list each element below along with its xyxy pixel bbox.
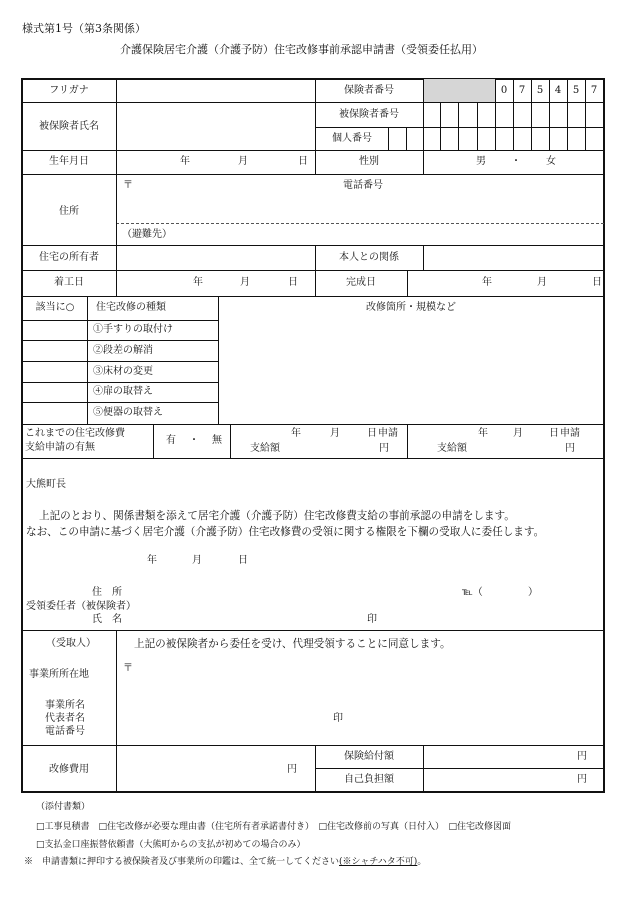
renovation-location-header: 改修箇所・規模など [366,302,456,313]
delegator-name-label: 氏 名 [92,614,122,625]
renovation-cost-label: 改修費用 [49,764,89,775]
renovation-type-2: ②段差の解消 [93,345,153,356]
addressee: 大熊町長 [26,479,66,490]
insurer-digit-9: 5 [536,85,544,96]
delegator-seal: 印 [367,614,377,625]
history2-day: 日 [549,428,559,439]
delegator-label: 受領委任者（被保険者） [26,601,136,612]
renovation-type-1: ①手すりの取付け [93,324,173,335]
address-postal-mark: 〒 [123,180,133,191]
gender-female[interactable]: 女 [546,156,556,167]
delegator-tel-label: ℡（ [462,587,483,598]
self-pay-yen: 円 [577,774,587,785]
declaration-year: 年 [147,555,157,566]
attachments-heading: （添付書類） [36,802,91,812]
history2-year: 年 [478,428,488,439]
history-no[interactable]: 無 [212,435,222,446]
seal-note-underline: (※シャチハタ不可) [339,857,418,867]
renovation-check-5[interactable] [23,403,86,423]
history2-yen: 円 [565,443,575,454]
renovation-check-1[interactable] [23,321,86,339]
history1-day: 日 [367,428,377,439]
renovation-cost-yen: 円 [287,764,297,775]
history-label-line2: 支給申請の有無 [25,442,95,453]
renovation-location-field[interactable] [219,321,603,423]
renovation-type-3: ③床材の変更 [93,366,153,377]
insurance-benefit-yen: 円 [577,751,587,762]
start-day-label: 日 [288,277,298,288]
evacuation-label: （避難先） [122,229,172,240]
form-title: 介護保険居宅介護（介護予防）住宅改修事前承認申請書（受領委任払用） [120,43,483,56]
history1-yen: 円 [379,443,389,454]
history1-year: 年 [291,428,301,439]
completion-date-label: 完成日 [346,277,376,288]
renovation-type-5: ⑤便器の取替え [93,407,163,418]
office-location-field[interactable] [135,660,603,690]
completion-day-label: 日 [592,277,602,288]
renovation-type-header: 住宅改修の種類 [96,302,166,313]
declaration-line2: なお、この申請に基づく居宅介護（介護予防）住宅改修費の受領に関する権限を下欄の受取人に委任します。 [26,526,545,538]
insurance-benefit-label: 保険給付額 [344,751,394,762]
insured-number-field[interactable] [424,103,603,126]
birth-day-label: 日 [298,156,308,167]
furigana-label: フリガナ [49,85,89,96]
insured-name-field[interactable] [117,103,314,149]
gender-male[interactable]: 男 [476,156,486,167]
office-location-label: 事業所所在地 [29,669,89,680]
history2-paid-label: 支給額 [437,443,467,454]
history-yes[interactable]: 有 [166,435,176,446]
applicable-label: 該当に○ [35,302,75,313]
insurer-digit-8: 7 [518,85,526,96]
insurer-digit-12: 7 [590,85,598,96]
history1-applied: 申請 [378,428,398,439]
insurer-number-label: 保険者番号 [344,85,394,96]
declaration-line1: 上記のとおり、関係書類を添えて居宅介護（介護予防）住宅改修費支給の事前承認の申請をします。 [39,510,515,522]
personal-number-label: 個人番号 [332,133,372,144]
completion-year-label: 年 [482,277,492,288]
representative-label: 代表者名 [45,713,85,724]
delegator-tel-close: ） [528,587,538,598]
insurer-digit-7: 0 [500,85,508,96]
gender-separator: ・ [511,156,521,167]
form-number: 様式第1号（第3条関係） [22,22,146,35]
birth-month-label: 月 [238,156,248,167]
history1-month: 月 [330,428,340,439]
seal-note [24,858,426,867]
renovation-check-4[interactable] [23,383,86,401]
owner-field[interactable] [117,246,314,269]
office-postal-mark: 〒 [123,663,133,674]
recipient-seal: 印 [333,713,343,724]
birth-year-label: 年 [180,156,190,167]
history2-applied: 申請 [560,428,580,439]
insurer-digit-10: 4 [554,85,562,96]
office-name-label: 事業所名 [45,700,85,711]
start-month-label: 月 [240,277,250,288]
relation-field[interactable] [424,246,603,269]
relation-label: 本人との関係 [339,252,399,263]
personal-number-field[interactable] [389,128,603,149]
gender-label: 性別 [359,156,379,167]
address-label: 住所 [59,206,79,217]
attachments-line1: □工事見積書 □住宅改修が必要な理由書（住宅所有者承諾書付き） □住宅改修前の写真（日付入） □住宅改修図面 [36,822,512,832]
insurer-digit-11: 5 [572,85,580,96]
office-phone-label: 電話番号 [45,726,85,737]
insured-name-label: 被保険者氏名 [39,121,99,132]
self-pay-label: 自己負担額 [344,774,394,785]
attachments-line2: □支払金口座振替依頼書（大熊町からの支払が初めての場合のみ） [36,840,306,850]
delegator-address-label: 住 所 [92,587,122,598]
birth-date-label: 生年月日 [49,156,89,167]
renovation-type-4: ④扉の取替え [93,386,153,397]
recipient-consent: 上記の被保険者から委任を受け、代理受領することに同意します。 [134,638,451,650]
furigana-field[interactable] [117,80,314,102]
renovation-check-3[interactable] [23,362,86,381]
declaration-month: 月 [192,555,202,566]
recipient-label: （受取人） [46,638,96,649]
history-separator: ・ [189,435,199,446]
insured-number-label: 被保険者番号 [339,109,399,120]
start-date-label: 着工日 [54,277,84,288]
history2-month: 月 [513,428,523,439]
address-field[interactable] [135,192,603,220]
seal-note-prefix: ※ 申請書類に押印する被保険者及び事業所の印鑑は、全て統一してください [24,857,340,867]
address-phone-label: 電話番号 [343,180,383,191]
owner-label: 住宅の所有者 [39,252,99,263]
declaration-day: 日 [238,555,248,566]
history-label-line1: これまでの住宅改修費 [25,428,125,439]
completion-month-label: 月 [537,277,547,288]
history1-paid-label: 支給額 [250,443,280,454]
start-year-label: 年 [193,277,203,288]
seal-note-suffix: 。 [417,857,427,867]
renovation-check-2[interactable] [23,341,86,360]
